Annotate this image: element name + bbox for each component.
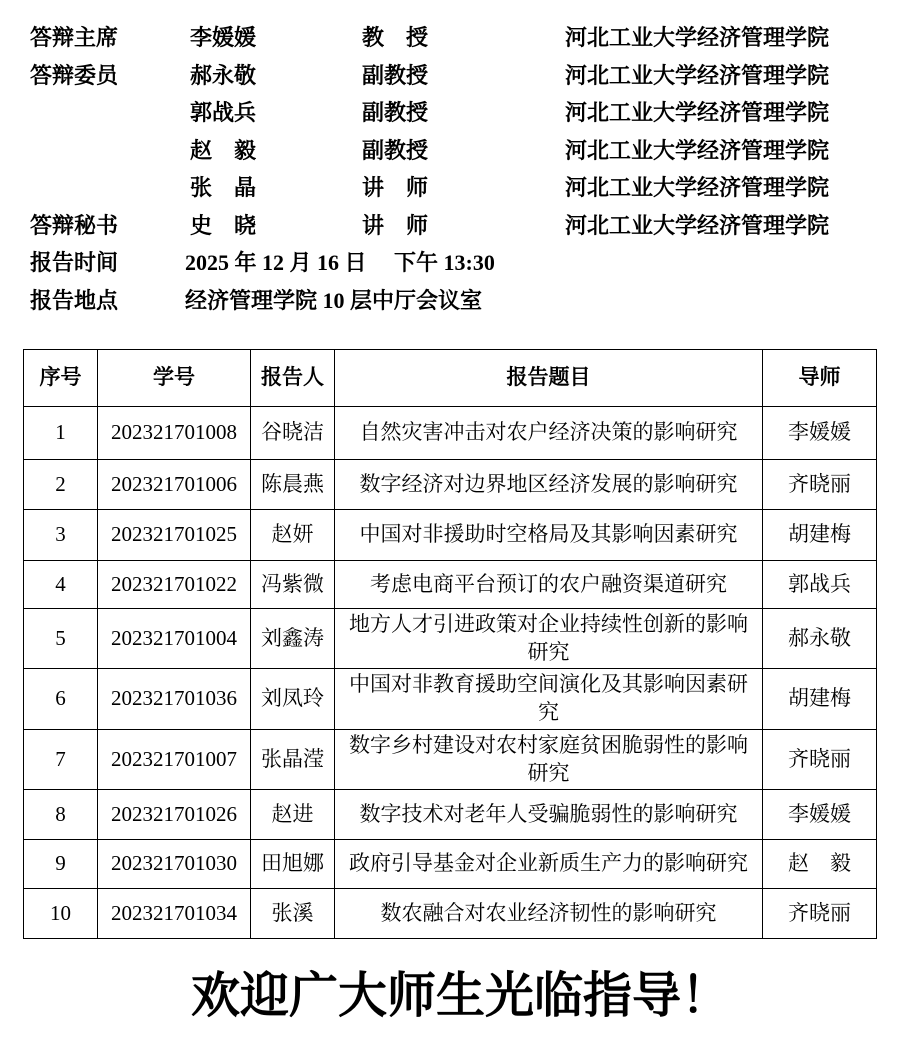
table-row (24, 561, 877, 609)
report-title-cell: 自然灾害冲击对农户经济决策的影响研究 (335, 407, 763, 460)
advisor-cell: 齐晓丽 (763, 729, 877, 789)
serial-cell: 5 (24, 609, 98, 669)
committee-row (0, 94, 905, 132)
serial-cell: 7 (24, 729, 98, 789)
table-row (24, 609, 877, 669)
header-report-title: 报告题目 (335, 350, 763, 407)
advisor-cell: 赵 毅 (763, 840, 877, 889)
presenter-cell: 赵进 (251, 790, 335, 840)
report-location-value: 经济管理学院 10 层中厅会议室 (185, 287, 483, 313)
committee-member-affiliation: 河北工业大学经济管理学院 (565, 175, 830, 200)
committee-role-label: 答辩主席 (30, 25, 119, 50)
committee-member-name: 史 晓 (190, 212, 257, 238)
serial-cell: 3 (24, 510, 98, 561)
table-row (24, 889, 877, 939)
header-presenter: 报告人 (251, 350, 335, 407)
student-id-cell: 202321701008 (98, 407, 251, 460)
report-title-cell: 数字技术对老年人受骗脆弱性的影响研究 (335, 790, 763, 840)
committee-info-section (0, 19, 905, 319)
advisor-cell: 胡建梅 (763, 510, 877, 561)
advisor-cell: 齐晓丽 (763, 460, 877, 510)
advisor-cell: 郝永敬 (763, 609, 877, 669)
report-title-cell: 数字乡村建设对农村家庭贫困脆弱性的影响研究 (335, 729, 763, 789)
advisor-cell: 李媛媛 (763, 790, 877, 840)
advisor-cell: 李媛媛 (763, 407, 877, 460)
student-id-cell: 202321701034 (98, 889, 251, 939)
committee-row (0, 132, 905, 170)
presenter-cell: 谷晓洁 (251, 407, 335, 460)
table-row (24, 790, 877, 840)
report-title-cell: 政府引导基金对企业新质生产力的影响研究 (335, 840, 763, 889)
presenter-cell: 刘凤玲 (251, 669, 335, 729)
committee-member-affiliation: 河北工业大学经济管理学院 (565, 212, 830, 238)
student-id-cell: 202321701022 (98, 561, 251, 609)
committee-member-name: 赵 毅 (190, 137, 257, 163)
presenter-cell: 刘鑫涛 (251, 609, 335, 669)
report-title-cell: 数农融合对农业经济韧性的影响研究 (335, 889, 763, 939)
advisor-cell: 齐晓丽 (763, 889, 877, 939)
table-row (24, 460, 877, 510)
report-title-cell: 数字经济对边界地区经济发展的影响研究 (335, 460, 763, 510)
report-time-row (0, 244, 905, 282)
committee-member-name: 郝永敬 (190, 62, 257, 88)
report-location-row (0, 282, 905, 320)
committee-member-name: 郭战兵 (190, 100, 257, 125)
presenter-cell: 赵妍 (251, 510, 335, 561)
committee-member-name: 张 晶 (190, 175, 257, 200)
committee-member-affiliation: 河北工业大学经济管理学院 (565, 62, 830, 88)
committee-row (0, 169, 905, 207)
student-id-cell: 202321701025 (98, 510, 251, 561)
serial-cell: 8 (24, 790, 98, 840)
welcome-banner-text: 欢迎广大师生光临指导！ (190, 969, 730, 1023)
committee-row (0, 19, 905, 57)
committee-member-name: 李媛媛 (190, 25, 257, 50)
report-title-cell: 中国对非教育援助空间演化及其影响因素研究 (335, 669, 763, 729)
student-id-cell: 202321701030 (98, 840, 251, 889)
serial-cell: 1 (24, 407, 98, 460)
table-row (24, 669, 877, 729)
student-id-cell: 202321701036 (98, 669, 251, 729)
header-advisor: 导师 (763, 350, 877, 407)
committee-member-title: 副教授 (362, 137, 429, 163)
report-title-cell: 考虑电商平台预订的农户融资渠道研究 (335, 561, 763, 609)
committee-member-affiliation: 河北工业大学经济管理学院 (565, 137, 830, 163)
serial-cell: 6 (24, 669, 98, 729)
committee-member-title: 副教授 (362, 100, 429, 125)
committee-role-label: 答辩委员 (30, 62, 119, 88)
report-time-label: 报告时间 (30, 250, 119, 275)
report-location-label: 报告地点 (30, 287, 119, 313)
serial-cell: 10 (24, 889, 98, 939)
table-header-row (24, 350, 877, 407)
committee-row (0, 207, 905, 245)
committee-member-title: 教 授 (362, 25, 429, 50)
presenter-cell: 陈晨燕 (251, 460, 335, 510)
table-row (24, 840, 877, 889)
committee-member-affiliation: 河北工业大学经济管理学院 (565, 25, 830, 50)
header-student-id: 学号 (98, 350, 251, 407)
committee-member-title: 讲 师 (362, 212, 429, 238)
defense-schedule-table (23, 349, 877, 939)
report-title-cell: 中国对非援助时空格局及其影响因素研究 (335, 510, 763, 561)
table-row (24, 510, 877, 561)
presenter-cell: 张晶滢 (251, 729, 335, 789)
table-row (24, 407, 877, 460)
table-row (24, 729, 877, 789)
student-id-cell: 202321701004 (98, 609, 251, 669)
committee-member-affiliation: 河北工业大学经济管理学院 (565, 100, 830, 125)
committee-member-title: 副教授 (362, 62, 429, 88)
header-serial: 序号 (24, 350, 98, 407)
advisor-cell: 郭战兵 (763, 561, 877, 609)
serial-cell: 2 (24, 460, 98, 510)
committee-role-label: 答辩秘书 (30, 212, 119, 238)
presenter-cell: 冯紫微 (251, 561, 335, 609)
advisor-cell: 胡建梅 (763, 669, 877, 729)
report-title-cell: 地方人才引进政策对企业持续性创新的影响研究 (335, 609, 763, 669)
committee-member-title: 讲 师 (362, 175, 429, 200)
serial-cell: 9 (24, 840, 98, 889)
presenter-cell: 张溪 (251, 889, 335, 939)
student-id-cell: 202321701026 (98, 790, 251, 840)
committee-row (0, 57, 905, 95)
report-time-value: 2025 年 12 月 16 日 下午 13:30 (185, 250, 495, 275)
student-id-cell: 202321701006 (98, 460, 251, 510)
presenter-cell: 田旭娜 (251, 840, 335, 889)
serial-cell: 4 (24, 561, 98, 609)
student-id-cell: 202321701007 (98, 729, 251, 789)
